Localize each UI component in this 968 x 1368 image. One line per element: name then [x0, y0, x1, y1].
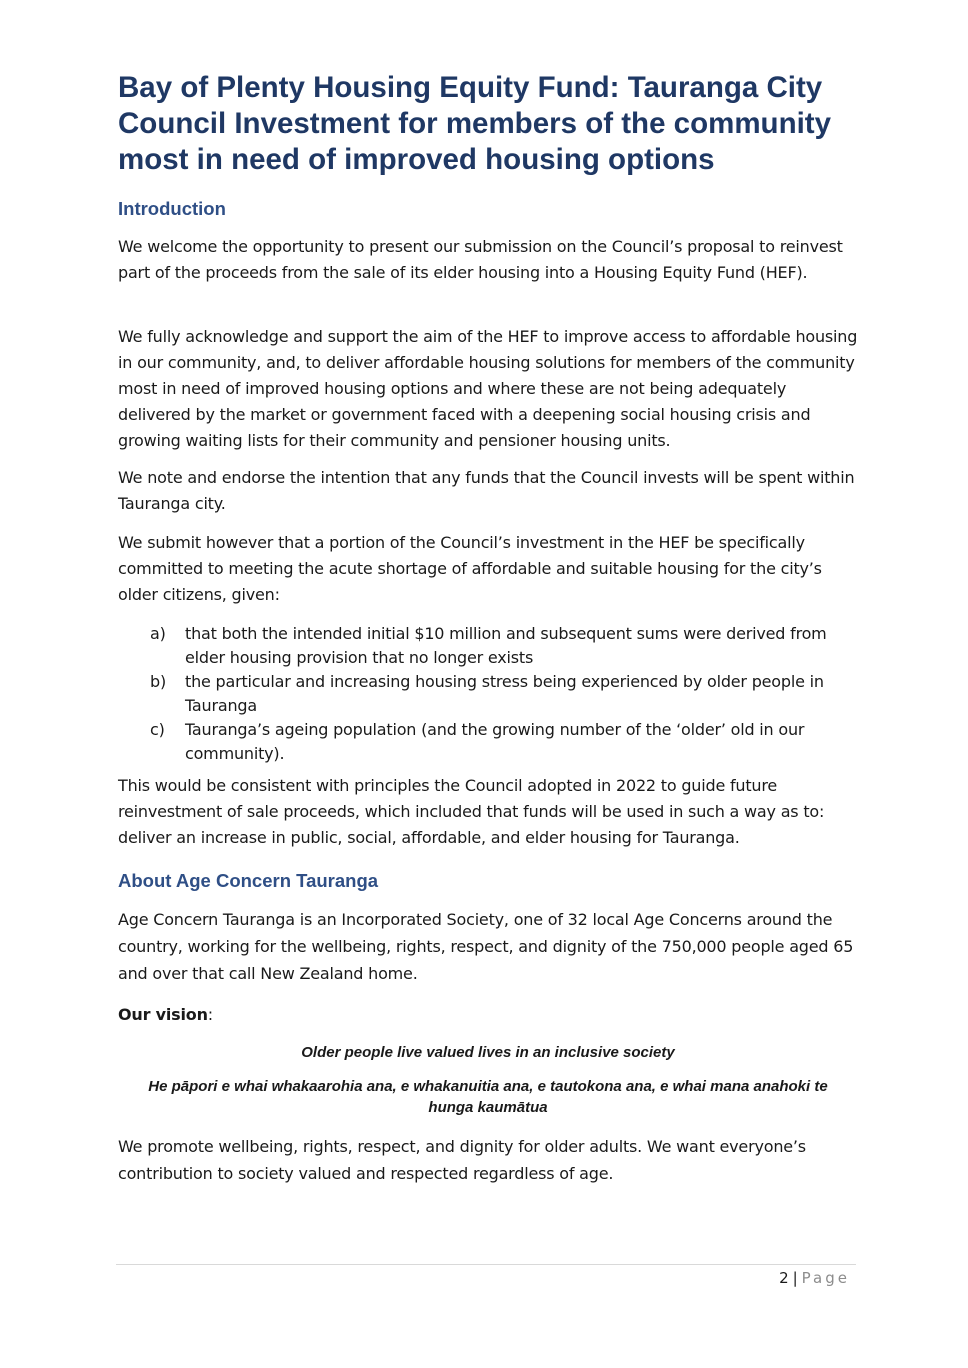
about-paragraph-1: Age Concern Tauranga is an Incorporated Society, one of 32 local Age Concerns around the country, working for the wellbeing, rights, respect, and dignity of the 750,000 people aged 65 and over that call New Zealand home.: [118, 910, 854, 983]
intro-paragraph-3: We note and endorse the intention that any funds that the Council invests will be spent within Tauranga city.: [118, 468, 855, 513]
vision-label-colon: :: [207, 1005, 213, 1024]
reasons-list: [150, 622, 850, 766]
vision-label-text: Our vision: [118, 1005, 208, 1024]
list-item-text: the particular and increasing housing stress being experienced by older people in Tauranga: [185, 672, 824, 715]
list-marker: b): [150, 672, 166, 691]
list-item: [150, 622, 850, 670]
intro-paragraph-5: This would be consistent with principles the Council adopted in 2022 to guide future reinvestment of sale proceeds, which included that funds will be used in such a way as to: deliver an increase in public, social, affordable, and elder housing for Tauranga.: [118, 776, 825, 847]
document-title: Bay of Plenty Housing Equity Fund: Tauranga City Council Investment for members of the community most in need of improved housing options: [118, 71, 832, 176]
about-heading: About Age Concern Tauranga: [118, 870, 379, 891]
page-number-value: 2: [779, 1269, 789, 1287]
intro-paragraph-1: We welcome the opportunity to present our submission on the Council’s proposal to reinvest part of the proceeds from the sale of its elder housing into a Housing Equity Fund (HEF).: [118, 237, 843, 282]
list-marker: a): [150, 624, 166, 643]
list-item: [150, 670, 850, 718]
page-number-separator: |: [792, 1269, 798, 1287]
vision-label: [118, 1003, 213, 1027]
intro-paragraph-4: We submit however that a portion of the Council’s investment in the HEF be specifically committed to meeting the acute shortage of affordable and suitable housing for the city’s older citizens, given:: [118, 533, 822, 604]
list-item-text: Tauranga’s ageing population (and the growing number of the ‘older’ old in our community).: [185, 720, 805, 763]
list-marker: c): [150, 720, 165, 739]
about-paragraph-2: We promote wellbeing, rights, respect, and dignity for older adults. We want everyone’s contribution to society valued and respected regardless of age.: [118, 1137, 806, 1183]
intro-paragraph-2: We fully acknowledge and support the aim of the HEF to improve access to affordable housing in our community, and, to deliver affordable housing solutions for members of the community most in need of improved housing options and where these are not being adequately delivered by the market or government faced with a deepening social housing crisis and growing waiting lists for their community and pensioner housing units.: [118, 327, 858, 450]
page-label: Page: [801, 1269, 850, 1287]
page-number: [779, 1268, 850, 1288]
introduction-heading: Introduction: [118, 198, 226, 219]
footer-divider: [116, 1264, 856, 1265]
list-item: [150, 718, 850, 766]
vision-quote-english: Older people live valued lives in an inclusive society: [301, 1044, 675, 1061]
vision-quote-maori: He pāpori e whai whakaarohia ana, e whakanuitia ana, e tautokona ana, e whai mana anahoki te hunga kaumātua: [148, 1078, 828, 1116]
list-item-text: that both the intended initial $10 million and subsequent sums were derived from elder housing provision that no longer exists: [185, 624, 827, 667]
